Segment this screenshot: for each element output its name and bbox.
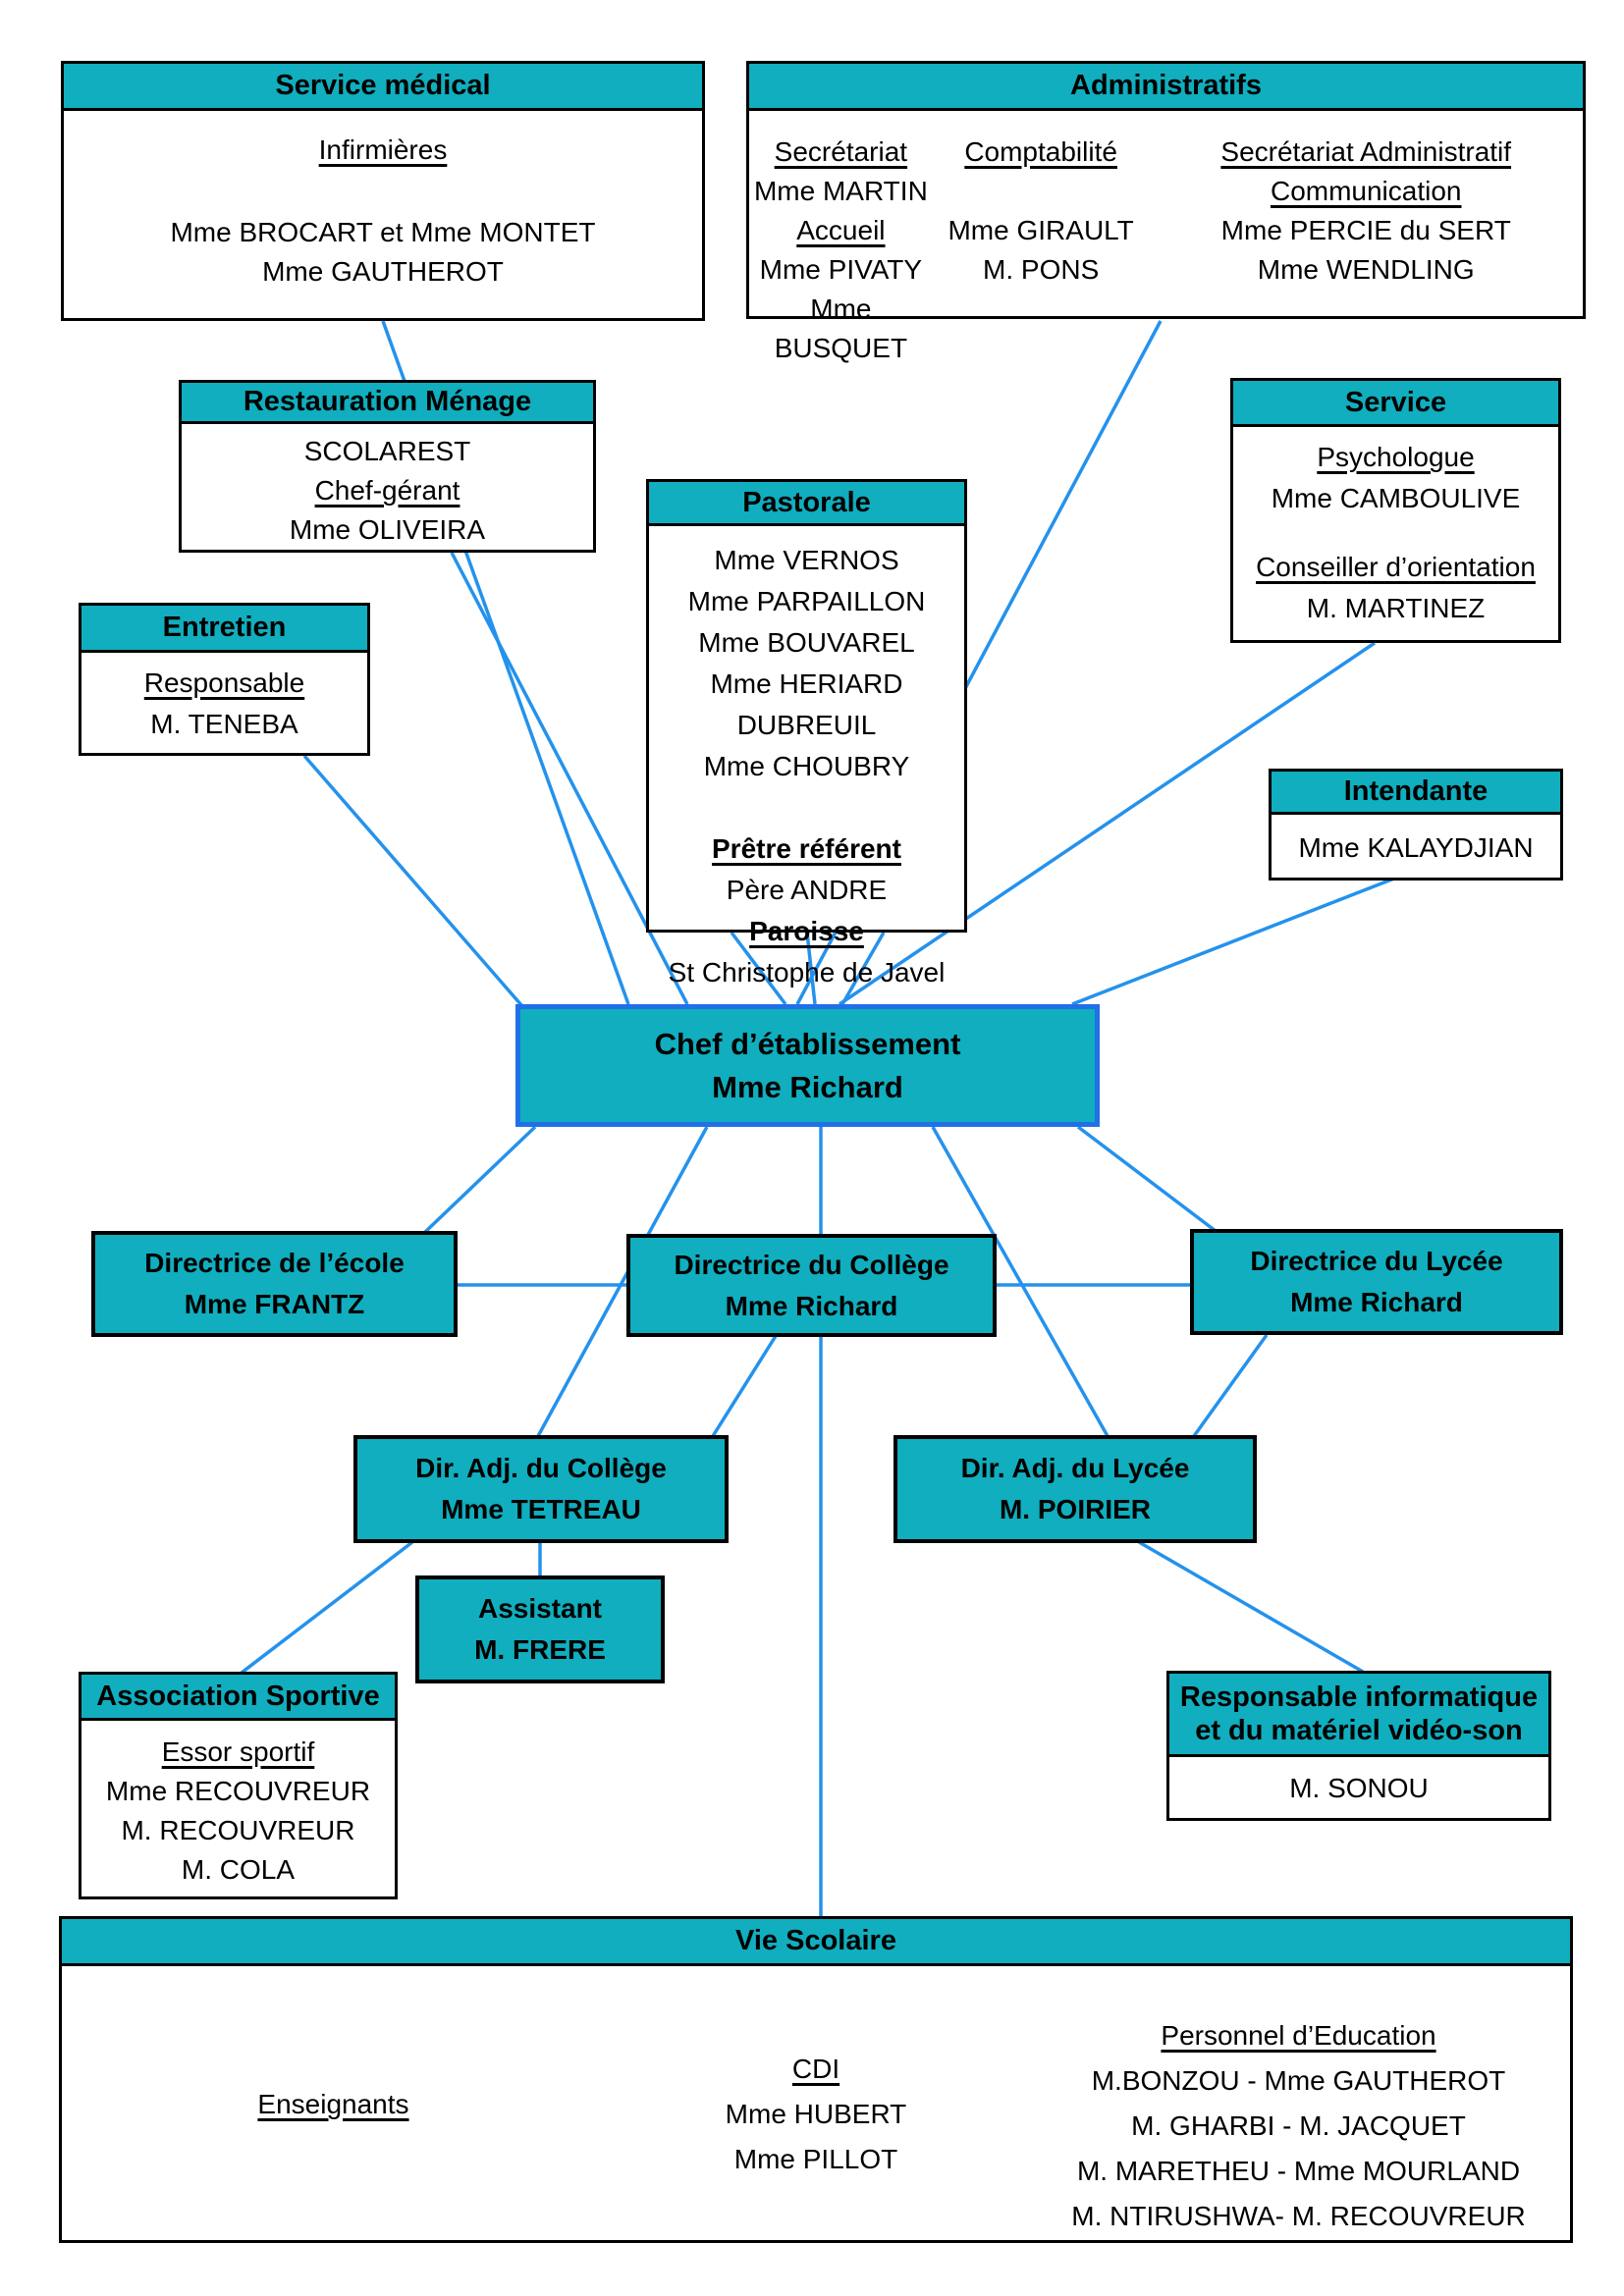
staff-name: M. PONS [983, 254, 1100, 285]
association-sportive-box [79, 1672, 398, 1899]
connector-line [304, 756, 535, 1021]
pastorale-title: Pastorale [742, 486, 871, 518]
column-heading: Enseignants [257, 2089, 409, 2119]
directrice-lycee-box [1190, 1229, 1563, 1335]
restauration-role: Chef-gérant [314, 475, 460, 506]
intendante-header [1272, 772, 1560, 815]
staff-name: Mme PARPAILLON [687, 586, 926, 616]
secretariat-column [749, 133, 933, 368]
paroisse-heading: Paroisse [749, 916, 864, 946]
connector-line [1072, 877, 1399, 1004]
chef-name: Mme Richard [712, 1069, 903, 1104]
intendante-title: Intendante [1343, 775, 1489, 808]
chef-title: Chef d’établissement [654, 1026, 961, 1061]
staff-name: Mme KALAYDJIAN [1298, 832, 1534, 863]
service-medical-header [64, 64, 702, 111]
spacer [64, 170, 702, 213]
staff-name: M. MARETHEU - Mme MOURLAND [1076, 2156, 1521, 2186]
responsable-informatique-header [1169, 1674, 1548, 1757]
staff-name: Mme BUSQUET [774, 294, 908, 363]
psychologue-role: Psychologue [1317, 442, 1475, 472]
entretien-title: Entretien [162, 612, 287, 644]
dir-adjoint-lycee-title: Dir. Adj. du Lycée [960, 1453, 1190, 1483]
service-medical-role: Infirmières [318, 134, 448, 165]
dir-adjoint-lycee-box [893, 1435, 1257, 1543]
responsable-informatique-title: Responsable informatique et du matériel vidéo-son [1179, 1682, 1539, 1746]
staff-name: SCOLAREST [303, 436, 471, 466]
association-role: Essor sportif [161, 1736, 315, 1767]
service-psychologue-header [1233, 381, 1558, 427]
staff-name: M. TENEBA [150, 709, 298, 739]
column-heading: Personnel d’Education [1161, 2020, 1436, 2051]
staff-name: Père ANDRE [726, 875, 888, 905]
staff-name: Mme PILLOT [733, 2144, 898, 2174]
directrice-lycee-title: Directrice du Lycée [1250, 1246, 1503, 1276]
vie-scolaire-title: Vie Scolaire [735, 1925, 896, 1957]
enseignants-column [62, 1966, 605, 2246]
administratifs-title: Administratifs [1070, 70, 1262, 102]
column-heading: Secrétariat [774, 136, 908, 167]
staff-name: Mme HERIARD DUBREUIL [710, 668, 903, 740]
directrice-ecole-box [91, 1231, 458, 1337]
directrice-ecole-title: Directrice de l’école [144, 1248, 405, 1278]
staff-name: Mme OLIVEIRA [289, 514, 486, 545]
staff-name: M.BONZOU - Mme GAUTHEROT [1091, 2065, 1506, 2096]
staff-name: M. SONOU [1289, 1773, 1429, 1803]
dir-adjoint-college-box [353, 1435, 729, 1543]
staff-name: Mme VERNOS [714, 545, 899, 575]
column-heading: Secrétariat Administratif [1220, 136, 1512, 167]
association-sportive-title: Association Sportive [96, 1680, 380, 1712]
vie-scolaire-header [62, 1919, 1570, 1966]
pastorale-box [646, 479, 967, 988]
association-sportive-header [81, 1675, 395, 1721]
dir-adjoint-college-name: Mme TETREAU [441, 1494, 641, 1524]
assistant-name: M. FRERE [474, 1634, 606, 1665]
directrice-college-title: Directrice du Collège [674, 1249, 949, 1280]
staff-name: Mme PERCIE du SERT [1220, 215, 1511, 245]
staff-name: M. MARTINEZ [1306, 593, 1486, 623]
restauration-menage-title: Restauration Ménage [243, 386, 532, 418]
dir-adjoint-college-title: Dir. Adj. du Collège [415, 1453, 667, 1483]
connector-line [713, 1336, 776, 1436]
spacer [933, 172, 1150, 211]
chef-etablissement-box [515, 1004, 1100, 1127]
connector-line [1078, 1127, 1216, 1231]
service-psychologue-title: Service [1344, 386, 1447, 418]
directrice-ecole-name: Mme FRANTZ [184, 1289, 365, 1319]
administratifs-box [746, 61, 1586, 363]
staff-name: Mme CAMBOULIVE [1271, 483, 1521, 513]
staff-name: Mme MARTIN [753, 176, 928, 206]
directrice-college-name: Mme Richard [725, 1290, 898, 1321]
secretariat-administratif-column [1150, 133, 1583, 368]
directrice-lycee-name: Mme Richard [1290, 1287, 1463, 1317]
assistant-box [415, 1575, 665, 1683]
staff-name: Mme GAUTHEROT [262, 256, 504, 287]
connector-line [1139, 1542, 1363, 1672]
vie-scolaire-box [59, 1916, 1573, 2243]
entretien-role: Responsable [143, 667, 305, 698]
staff-name: Mme HUBERT [725, 2099, 907, 2129]
staff-name: Mme PIVATY [759, 254, 923, 285]
assistant-title: Assistant [477, 1593, 603, 1624]
column-heading: Accueil [796, 215, 886, 245]
paroisse-name: St Christophe de Javel [668, 957, 946, 988]
connector-line [424, 1127, 535, 1233]
staff-name: Mme CHOUBRY [703, 751, 910, 781]
restauration-menage-box [179, 380, 596, 553]
column-heading: Comptabilité [964, 136, 1117, 167]
spacer [649, 787, 964, 828]
entretien-box [79, 603, 370, 756]
spacer [1233, 519, 1558, 547]
dir-adjoint-lycee-name: M. POIRIER [999, 1494, 1151, 1524]
column-heading: CDI [791, 2054, 840, 2084]
service-medical-box [61, 61, 705, 321]
staff-name: M. COLA [181, 1854, 296, 1885]
column-heading: Communication [1270, 176, 1462, 206]
staff-name: M. RECOUVREUR [121, 1815, 355, 1845]
staff-name: Mme GIRAULT [947, 215, 1134, 245]
directrice-college-box [626, 1234, 997, 1337]
administratifs-header [749, 64, 1583, 111]
staff-name: M. NTIRUSHWA- M. RECOUVREUR [1071, 2201, 1526, 2231]
staff-name: Mme BOUVAREL [698, 627, 915, 658]
intendante-box [1269, 769, 1563, 881]
staff-name: Mme RECOUVREUR [105, 1776, 371, 1806]
restauration-menage-header [182, 383, 593, 424]
staff-name: Mme BROCART et Mme MONTET [170, 217, 596, 247]
pastorale-header [649, 482, 964, 526]
connector-line [1194, 1335, 1267, 1436]
cdi-column [605, 1966, 1027, 2246]
responsable-informatique-box [1166, 1671, 1551, 1821]
personnel-education-column [1027, 1966, 1570, 2246]
service-medical-title: Service médical [275, 70, 491, 102]
pretre-heading: Prêtre référent [712, 833, 901, 864]
service-psychologue-box [1230, 378, 1561, 643]
conseiller-role: Conseiller d’orientation [1256, 552, 1536, 582]
comptabilite-column [933, 133, 1150, 368]
staff-name: M. GHARBI - M. JACQUET [1131, 2110, 1466, 2141]
connector-line [242, 1542, 412, 1673]
entretien-header [81, 606, 367, 653]
staff-name: Mme WENDLING [1257, 254, 1475, 285]
